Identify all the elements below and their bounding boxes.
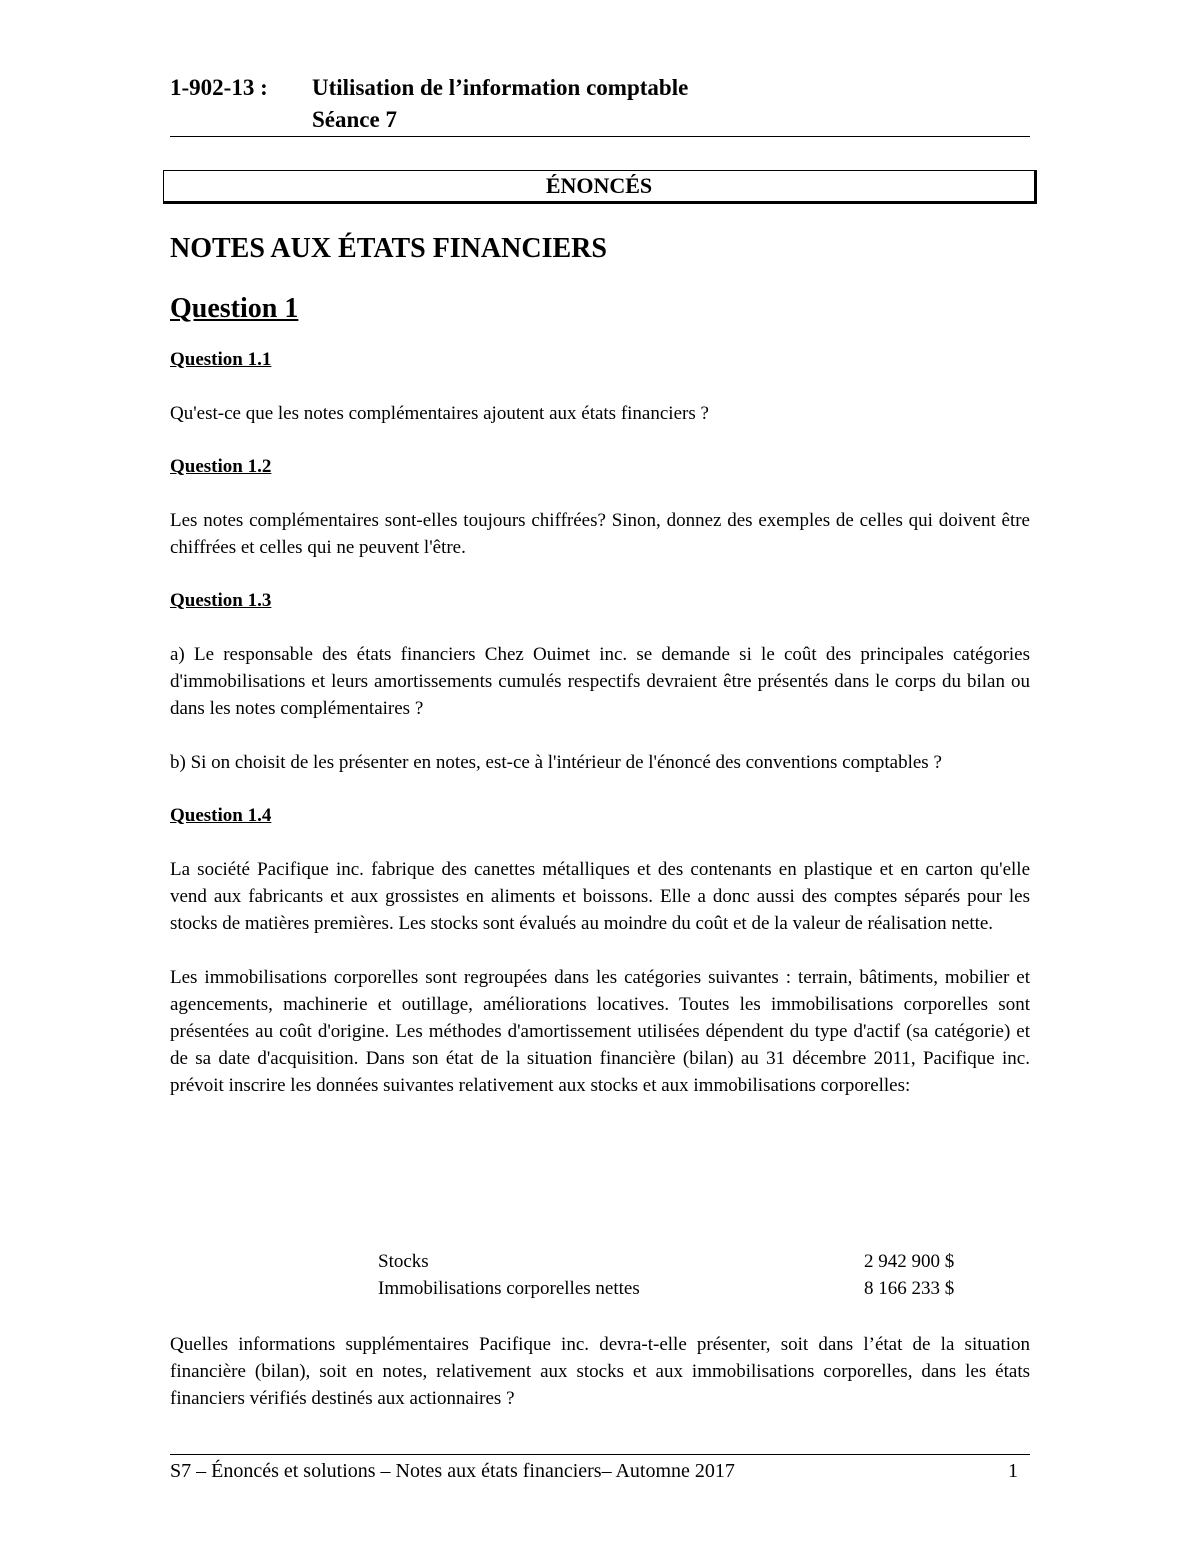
page-header bbox=[170, 72, 1030, 136]
question-1-4-para3: Quelles informations supplémentaires Pacifique inc. devra-t-elle présenter, soit dans l’état de la situation financière (bilan), soit en notes, relativement aux stocks et aux immobilisations corporelles, dans les états financiers vérifiés destinés aux actionnaires ? bbox=[170, 1334, 1030, 1409]
page-footer bbox=[170, 1457, 1018, 1485]
question-1-1-title: Question 1.1 bbox=[170, 349, 272, 370]
main-content bbox=[170, 230, 1030, 1099]
course-title: Utilisation de l’information comptable bbox=[312, 75, 689, 100]
question-1-3-title: Question 1.3 bbox=[170, 590, 272, 611]
page-number: 1 bbox=[1008, 1460, 1018, 1482]
amount-value: 8 166 233 $ bbox=[864, 1278, 955, 1299]
section-banner: ÉNONCÉS bbox=[163, 170, 1037, 204]
closing-question bbox=[170, 1331, 1030, 1412]
question-1-4-para2: Les immobilisations corporelles sont regroupées dans les catégories suivantes : terrain, bâtiments, mobilier et agencements, machinerie et outillage, améliorations locatives. Toutes les immobilisations corporelles sont présentées au coût d'origine. Les méthodes d'amortissement utilisées dépendent du type d'actif (sa catégorie) et de sa date d'acquisition. Dans son état de la situation financière (bilan) au 31 décembre 2011, Pacifique inc. prévoit inscrire les données suivantes relativement aux stocks et aux immobilisations corporelles: bbox=[170, 967, 1030, 1096]
session-label: Séance 7 bbox=[312, 107, 397, 132]
footer-text: S7 – Énoncés et solutions – Notes aux états financiers– Automne 2017 bbox=[170, 1460, 735, 1482]
question-1-2-title: Question 1.2 bbox=[170, 456, 272, 477]
question-1-4-title: Question 1.4 bbox=[170, 805, 272, 826]
header-divider bbox=[170, 136, 1030, 137]
section-title: NOTES AUX ÉTATS FINANCIERS bbox=[170, 233, 607, 264]
amount-row bbox=[378, 1248, 978, 1275]
amounts-table bbox=[378, 1248, 978, 1302]
course-code: 1-902-13 : bbox=[170, 75, 268, 100]
amount-label: Stocks bbox=[378, 1251, 429, 1272]
question-1-1-text: Qu'est-ce que les notes complémentaires ajoutent aux états financiers ? bbox=[170, 403, 709, 424]
footer-divider bbox=[170, 1454, 1030, 1455]
amount-row bbox=[378, 1275, 978, 1302]
question-1-3-text-a: a) Le responsable des états financiers Chez Ouimet inc. se demande si le coût des principales catégories d'immobilisations et leurs amortissements cumulés respectifs devraient être présentés dans le corps du bilan ou dans les notes complémentaires ? bbox=[170, 644, 1030, 719]
question-title: Question 1 bbox=[170, 293, 299, 324]
amount-label: Immobilisations corporelles nettes bbox=[378, 1278, 640, 1299]
question-1-4-para1: La société Pacifique inc. fabrique des canettes métalliques et des contenants en plastique et en carton qu'elle vend aux fabricants et aux grossistes en aliments et boissons. Elle a donc aussi des comptes séparés pour les stocks de matières premières. Les stocks sont évalués au moindre du coût et de la valeur de réalisation nette. bbox=[170, 859, 1030, 934]
question-1-2-text: Les notes complémentaires sont-elles toujours chiffrées? Sinon, donnez des exemples de celles qui doivent être chiffrées et celles qui ne peuvent l'être. bbox=[170, 510, 1030, 558]
question-1-3-text-b: b) Si on choisit de les présenter en notes, est-ce à l'intérieur de l'énoncé des conventions comptables ? bbox=[170, 752, 942, 773]
amount-value: 2 942 900 $ bbox=[864, 1251, 955, 1272]
